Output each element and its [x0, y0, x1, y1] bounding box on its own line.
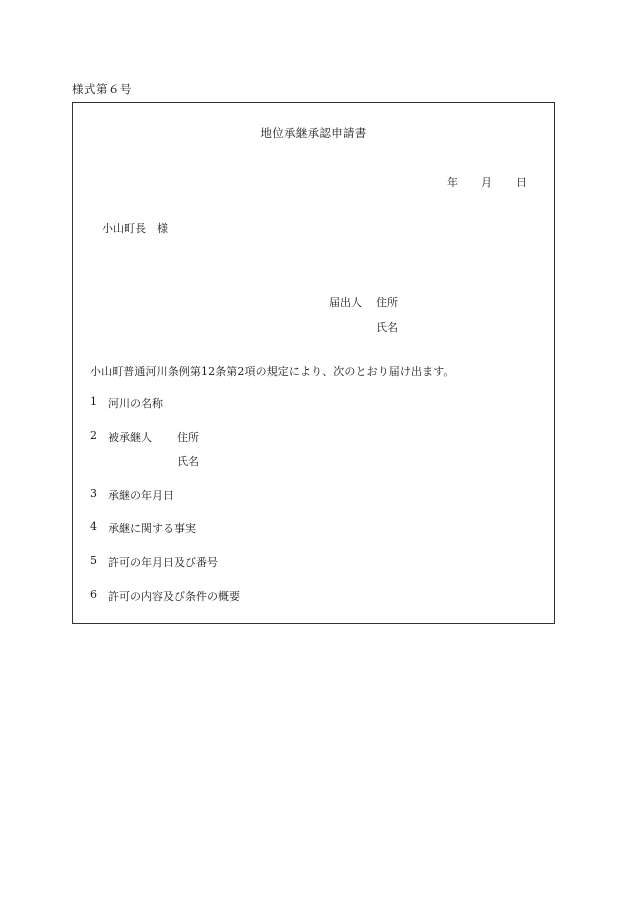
item-number: 6 — [90, 588, 97, 601]
date-year-label: 年 — [447, 176, 458, 189]
date-month-label: 月 — [481, 176, 492, 189]
item-number: 5 — [90, 554, 97, 567]
predecessor-name-label: 氏名 — [177, 455, 199, 468]
item-label-succession-date: 承継の年月日 — [108, 489, 174, 502]
applicant-name-label: 氏名 — [376, 321, 398, 334]
date-day-label: 日 — [516, 176, 527, 189]
form-title: 地位承継承認申請書 — [260, 126, 367, 140]
addressee: 小山町長 様 — [102, 222, 168, 235]
form-frame — [72, 102, 555, 624]
item-label-permit-content: 許可の内容及び条件の概要 — [108, 590, 240, 603]
applicant-label: 届出人 — [329, 296, 362, 309]
item-label-succession-facts: 承継に関する事実 — [108, 522, 196, 535]
item-label-permit-date-number: 許可の年月日及び番号 — [108, 556, 218, 569]
item-label-river-name: 河川の名称 — [108, 397, 163, 410]
item-number: 4 — [90, 520, 97, 533]
item-number: 3 — [90, 487, 97, 500]
body-text: 小山町普通河川条例第12条第2項の規定により、次のとおり届け出ます。 — [90, 365, 455, 378]
form-number: 様式第６号 — [72, 82, 132, 96]
item-label-predecessor: 被承継人 — [108, 431, 152, 444]
item-number: 2 — [90, 429, 97, 442]
predecessor-address-label: 住所 — [177, 431, 199, 444]
applicant-address-label: 住所 — [376, 296, 398, 309]
item-number: 1 — [90, 395, 97, 408]
